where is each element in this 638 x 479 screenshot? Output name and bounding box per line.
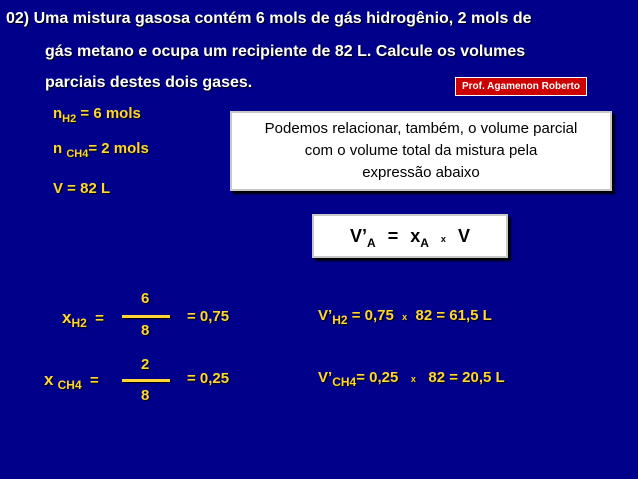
volume-ch4-expr: = 0,25 [356, 369, 399, 386]
formula-rhs: V [457, 225, 470, 246]
fraction-ch4-denominator: 8 [141, 387, 150, 404]
fraction-h2-eq: = [95, 310, 104, 327]
explanation-box [230, 111, 612, 191]
fraction-h2-denominator: 8 [141, 322, 150, 339]
given-ch4-n: n [53, 140, 63, 157]
given-volume: V = 82 L [53, 180, 111, 197]
fraction-ch4-result: = 0,25 [187, 370, 230, 387]
given-ch4-sub: CH4 [66, 148, 89, 160]
fraction-h2-numerator: 6 [141, 290, 150, 307]
volume-ch4 [318, 369, 505, 389]
given-h2-sub: H2 [62, 113, 77, 125]
volume-ch4-times: x [410, 374, 416, 384]
formula-x: x [410, 225, 421, 246]
question-line-1: 02) Uma mistura gasosa contém 6 mols de gás hidrogênio, 2 mols de [6, 10, 532, 27]
fraction-ch4-eq: = [90, 372, 99, 389]
fraction-ch4-numerator: 2 [141, 356, 150, 373]
volume-h2-expr: = 0,75 [351, 307, 394, 324]
explanation-line-1: Podemos relacionar, também, o volume parcial [264, 120, 578, 137]
fraction-h2-label [62, 308, 104, 328]
question-line-3: parciais destes dois gases. [45, 74, 253, 91]
fraction-ch4-bar [122, 379, 170, 382]
formula-box [312, 214, 508, 258]
volume-ch4-sub: CH4 [332, 375, 357, 389]
fraction-h2-bar [122, 315, 170, 318]
explanation-line-2: com o volume total da mistura pela [304, 142, 538, 159]
formula-lhs [350, 225, 376, 250]
volume-h2-sub: H2 [332, 313, 348, 327]
given-h2 [53, 105, 141, 125]
fraction-ch4-sub: CH4 [57, 378, 82, 392]
formula-times: x [440, 234, 446, 244]
volume-ch4-tail: 82 = 20,5 L [428, 369, 505, 386]
volume-h2-tail: 82 = 61,5 L [415, 307, 492, 324]
volume-h2-v: V’ [318, 307, 333, 324]
author-badge: Prof. Agamenon Roberto [455, 77, 587, 96]
given-ch4 [53, 140, 149, 160]
formula-equals: = [387, 225, 399, 246]
given-ch4-value: = 2 mols [88, 140, 149, 157]
fraction-h2-x: x [62, 308, 72, 327]
formula-x-sub: A [420, 235, 429, 250]
volume-ch4-v: V’ [318, 369, 333, 386]
volume-h2-times: x [402, 312, 408, 322]
formula-lhs-sub: A [367, 235, 376, 250]
fraction-ch4-label [44, 370, 99, 390]
explanation-line-3: expressão abaixo [362, 164, 480, 181]
fraction-ch4-x: x [44, 370, 54, 389]
fraction-h2-sub: H2 [71, 316, 87, 330]
formula-lhs-v: V’ [350, 225, 368, 246]
question-line-2: gás metano e ocupa um recipiente de 82 L. Calcule os volumes [45, 43, 526, 60]
volume-h2 [318, 307, 492, 327]
given-h2-value: = 6 mols [80, 105, 141, 122]
given-h2-n: n [53, 105, 63, 122]
formula-fraction [410, 225, 429, 250]
fraction-h2-result: = 0,75 [187, 308, 230, 325]
